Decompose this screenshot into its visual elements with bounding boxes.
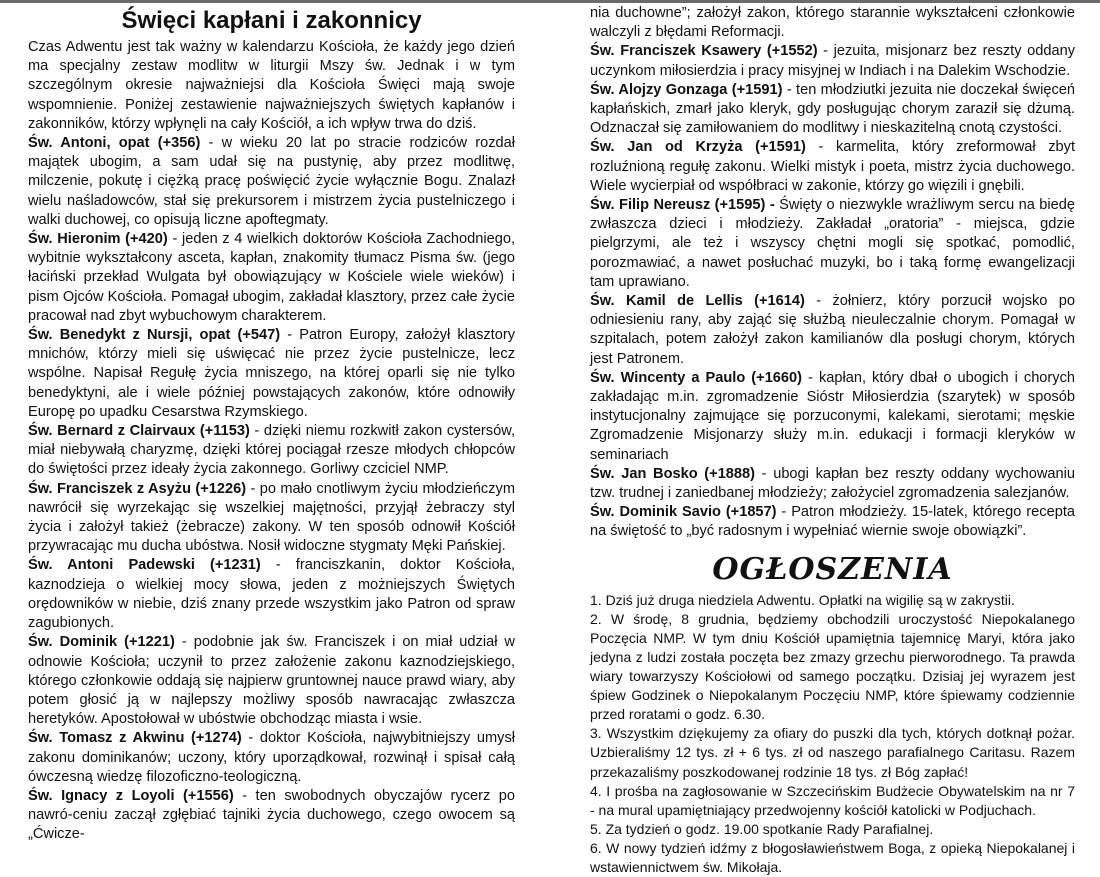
- saint-name: Św. Tomasz z Akwinu (+1274): [28, 730, 242, 747]
- left-column: [28, 4, 515, 845]
- saint-entry: [28, 326, 515, 422]
- saint-entry: [590, 465, 1075, 503]
- article-intro: Czas Adwentu jest tak ważny w kalendarzu Kościoła, że każdy jego dzień ma specjalny zestaw modlitw w liturgii Mszy św. Jednak i w tym szczególnym okresie najważniejsi dla Kościoła Święci mają swoje wspomnienie. Poniżej zestawienie najważniejszych świętych kapłanów i zakonników, którzy wpłynęli na cały Kościół, a ich wpływ trwa do dziś.: [28, 39, 515, 132]
- saint-entry: [28, 556, 515, 633]
- saint-description: - ten swobodnych obyczajów rycerz po nawró-ceniu zaczął zgłębiać tajniki życia duchowego, czego owocem są „Ćwicze-: [28, 787, 515, 843]
- saint-description: - Patron młodzieży. 15-latek, którego recepta na świętość to „być radosnym i wypełniać wiernie swoje obowiązki”.: [590, 504, 1075, 540]
- announcement-item: 6. W nowy tydzień idźmy z błogosławieństwem Boga, z opieką Niepokalanej i wstawiennictwem św. Mikołaja.: [590, 839, 1075, 875]
- saint-entry-continued: [590, 4, 1075, 42]
- saint-name: Św. Kamil de Lellis (+1614): [590, 293, 805, 310]
- saint-entry: [28, 230, 515, 326]
- right-column: [590, 4, 1075, 877]
- saint-description: - ten młodziutki jezuita nie doczekał święceń kapłańskich, zmarł jako kleryk, gdy posługując chorym zaraził się dżumą. Odznaczał się zamiłowaniem do modlitwy i nieskazitelną cnotą czystości.: [590, 81, 1075, 137]
- saint-description: - ubogi kapłan bez reszty oddany wychowaniu tzw. trudnej i zaniedbanej młodzieży; założyciel zgromadzenia salezjanów.: [590, 465, 1076, 502]
- announcement-item: 3. Wszystkim dziękujemy za ofiary do puszki dla tych, których dotknął pożar. Uzbieraliśmy 12 tys. zł + 6 tys. zł od naszego parafialnego Caritasu. Razem przekazaliśmy poszkodowanej rodzinie 18 tys. zł Bóg zapłać!: [590, 725, 1075, 780]
- saint-name: Św. Jan Bosko (+1888): [590, 465, 756, 482]
- saint-entry: [590, 369, 1075, 465]
- article-title: Święci kapłani i zakonnicy: [121, 7, 422, 34]
- saint-name: Św. Franciszek Ksawery (+1552): [590, 43, 818, 60]
- saint-name: Św. Filip Nereusz (+1595) -: [590, 197, 775, 214]
- saint-name: Św. Dominik (+1221): [28, 634, 175, 651]
- saint-entry: [590, 196, 1075, 292]
- saint-name: Św. Wincenty a Paulo (+1660): [590, 369, 803, 386]
- saint-name: Św. Bernard z Clairvaux (+1153): [28, 423, 250, 440]
- saint-entry: [590, 292, 1075, 369]
- saint-entry: [590, 42, 1075, 80]
- saint-description: - kapłan, który dbał o ubogich i chorych zakładając m.in. zgromadzenie Sióstr Miłosierdzia (szarytek) w sposób instytucjonalny zajmujące się porzuconymi, kalekami, sierotami; męskie Zgromadzenie Misjonarzy służy m.in. edukacji i formacji kleryków w seminariach: [590, 369, 1075, 463]
- saint-name: Św. Antoni, opat (+356): [28, 135, 201, 152]
- saint-description: - podobnie jak św. Franciszek i on miał udział w odnowie Kościoła; uczynił to przez założenie zakonu kaznodziejskiego, którego członkowie oddają się najpierw gruntownej nauce prawd wiary, aby potem głosić ją w najlepszy możliwy sposób nawracając zwłaszcza heretyków. Apostołował w ubóstwie obchodząc miasta i wsie.: [28, 634, 515, 728]
- saint-name: Św. Ignacy z Loyoli (+1556): [28, 787, 234, 804]
- page-top-border: [0, 0, 1100, 3]
- announcement-item: 1. Dziś już druga niedziela Adwentu. Opłatki na wigilię są w zakrystii.: [590, 591, 1015, 608]
- saint-entry: [590, 81, 1075, 139]
- saint-name: Św. Hieronim (+420): [28, 231, 168, 248]
- saint-description: - dzięki niemu rozkwitł zakon cystersów, miał niebywałą charyzmę, dzięki której pociągał rzesze młodych chłopców do świętości przez ideały życia zakonnego. Gorliwy czciciel NMP.: [28, 423, 515, 478]
- announcement-item: 2. W środę, 8 grudnia, będziemy obchodzili uroczystość Niepokalanego Poczęcia NMP. W tym dniu Kościół upamiętnia tajemnicę Maryi, która jako jedyna z ludzi została poczęta bez zmazy grzechu pierworodnego. Ta prawda wiary towarzyszy Kościołowi od samego początku. Dzisiaj jej wyrazem jest śpiew Godzinek o Niepokalanym Poczęciu NMP, które śpiewamy codziennie przed roratami o godz. 6.30.: [590, 610, 1075, 723]
- saint-entry: [28, 134, 515, 230]
- saint-entry: [28, 787, 515, 845]
- saint-description: - w wieku 20 lat po stracie rodziców rozdał majątek ubogim, a sam udał się na pustynię, aby przez modlitwę, milczenie, pokutę i ciężką pracę poświęcić życie wyłącznie Bogu. Znalazł wielu naśladowców, stał się prekursorem i mistrzem życia pustelniczego i walki duchowej, co opisują liczne apoftegmaty.: [28, 135, 515, 228]
- saint-description: - Patron Europy, założył klasztory mnichów, którzy mieli się uświęcać nie przez życie pustelnicze, lecz wspólne. Napisał Regułę życia mniszego, na której oparli się nie tylko benedyktyni, ale i wiele później powstających zakonów, które odnowiły Europę po upadku Cesarstwa Rzymskiego.: [28, 327, 516, 420]
- saint-description: - jezuita, misjonarz bez reszty oddany uczynkom miłosierdzia i pracy misyjnej w Indiach i na Dalekim Wschodzie.: [590, 43, 1075, 79]
- saint-name: Św. Alojzy Gonzaga (+1591): [590, 81, 783, 98]
- saint-description: Święty o niezwykle wrażliwym sercu na biedę zwłaszcza dzieci i młodzieży. Zakładał „oratoria” - miejsca, gdzie pielgrzymi, ale też i wszyscy chętni mogli się spotkać, pomodlić, porozmawiać, a nawet posłuchać muzyki, bo i taką formę ewangelizacji tam uprawiano.: [590, 197, 1076, 290]
- saint-entry: [590, 503, 1075, 541]
- saint-name: Św. Benedykt z Nursji, opat (+547): [28, 327, 281, 344]
- announcements-list: [590, 591, 1075, 877]
- announcement-item: 5. Za tydzień o godz. 19.00 spotkanie Rady Parafialnej.: [590, 820, 934, 837]
- saint-description: - karmelita, który zreformował zbyt rozluźnioną regułę zakonu. Wielki mistyk i poeta, mistrz życia duchowego. Wiele wycierpiał od współbraci w zakonie, którzy go więzili i gnębili.: [590, 139, 1075, 194]
- saint-entry: [28, 633, 515, 729]
- saint-description: - po mało cnotliwym życiu młodzieńczym nawrócił się wyrzekając się wszelkiej majętności, przyjął żebraczy styl życia i założył takież (żebracze) zakony. W ten sposób odnowił Kościół przywracając mu ducha ubóstwa. Nosił widoczne stygmaty Męki Pańskiej.: [28, 480, 515, 555]
- saint-entry: [28, 422, 515, 480]
- saint-description: - jeden z 4 wielkich doktorów Kościoła Zachodniego, wybitnie wykształcony asceta, kapłan, znakomity tłumacz Pisma św. (jego łaciński przekład Wulgata był obowiązujący w Kościele wiele wieków) i pism Ojców Kościoła. Pomagał ubogim, zakładał klasztory, przez całe życie pracował nad zbyt wybuchowym charakterem.: [28, 231, 515, 324]
- saint-name: Św. Antoni Padewski (+1231): [28, 557, 261, 574]
- saint-entry: [28, 480, 515, 557]
- announcement-item: 4. I prośba na zagłosowanie w Szczecińskim Budżecie Obywatelskim na nr 7 - na mural upamiętniający przedwojenny kościół katolicki w Podjuchach.: [590, 782, 1075, 818]
- saint-description: - doktor Kościoła, najwybitniejszy umysł zakonu dominikanów; uczony, który uporządkował, rozwinął i spisał całą ówczesną wiedzę filozoficzno-teologiczną.: [28, 730, 515, 785]
- saint-description: nia duchowne”; założył zakon, którego starannie wykształceni członkowie walczyli z błędami Reformacji.: [590, 5, 1075, 41]
- saint-name: Św. Dominik Savio (+1857): [590, 504, 777, 521]
- saint-entry: [590, 138, 1075, 196]
- saint-entry: [28, 729, 515, 787]
- saint-description: - żołnierz, który porzucił wojsko po odniesieniu rany, aby zająć się służbą nieuleczalnie chorym. Pomagał w szpitalach, potem założył zakon kamilianów dla posługi chorym, których jest Patronem.: [590, 293, 1075, 367]
- saint-description: - franciszkanin, doktor Kościoła, kaznodzieja o wielkiej mocy słowa, jeden z możniejszych Świętych orędowników w niebie, dziś znany przede wszystkim jako Patron od spraw zagubionych.: [28, 557, 515, 632]
- announcements-title: OGŁOSZENIA: [712, 551, 953, 587]
- saint-name: Św. Jan od Krzyża (+1591): [590, 139, 806, 156]
- saint-name: Św. Franciszek z Asyżu (+1226): [28, 480, 247, 497]
